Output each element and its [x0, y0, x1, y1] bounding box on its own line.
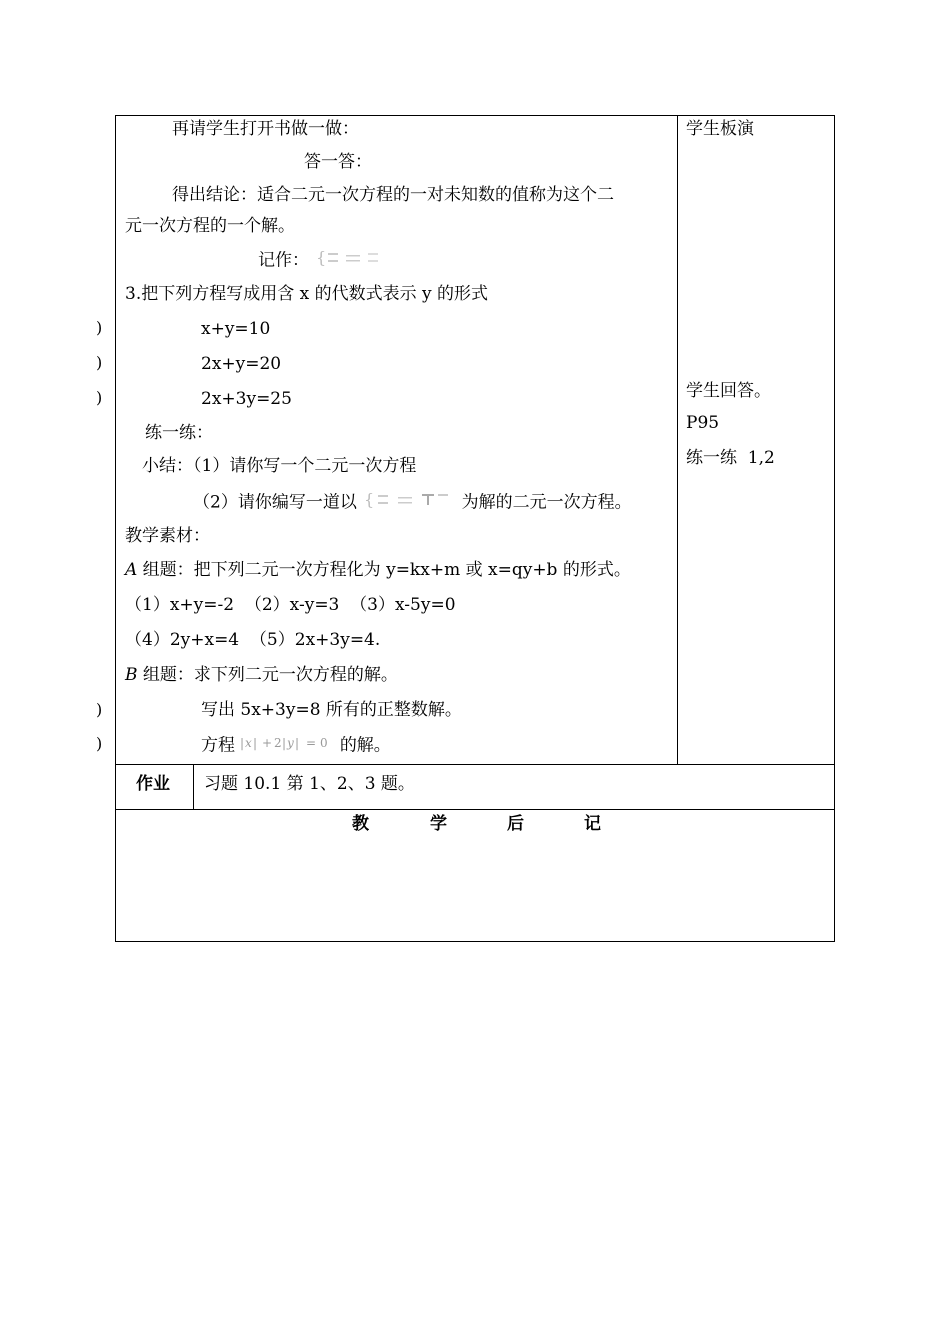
table-top-border	[115, 115, 835, 116]
group-b-exercise: 写出 5x+3y=8 所有的正整数解。	[201, 700, 462, 720]
postscript-title-char: 后	[507, 814, 524, 834]
postscript-title-char: 教	[352, 814, 369, 834]
group-a-exercises: （1）x+y=-2 （2）x-y=3 （3）x-5y=0	[125, 595, 456, 615]
group-a-text: 组题：把下列二元一次方程化为 y=kx+m 或 x=qy+b 的形式。	[137, 560, 631, 580]
equation: x+y=10	[201, 319, 271, 339]
task-heading: 3.把下列方程写成用含 x 的代数式表示 y 的形式	[125, 284, 489, 304]
group-a-label: A	[125, 560, 138, 580]
absolute-value-equation-image	[240, 733, 334, 753]
equation: 2x+y=20	[201, 354, 282, 374]
column-divider-side	[677, 115, 678, 764]
group-a-heading	[125, 562, 631, 579]
side-note: 学生回答。	[686, 381, 771, 401]
side-note: 练一练 1,2	[686, 448, 775, 468]
side-note: P95	[686, 413, 720, 433]
margin-mark: )	[96, 700, 103, 719]
exercise-prefix: 方程	[201, 735, 235, 756]
svg-text:y: y	[287, 736, 295, 750]
svg-text:|: |	[240, 736, 245, 750]
svg-text:|: |	[282, 736, 287, 750]
group-b-exercise	[201, 736, 391, 756]
svg-text:{: {	[364, 490, 375, 509]
table-left-border	[115, 115, 116, 941]
row-divider-homework-top	[115, 764, 835, 765]
notation-line	[258, 248, 394, 271]
practice-label: 练一练：	[145, 423, 213, 443]
table-bottom-border	[115, 941, 835, 942]
margin-mark: )	[96, 734, 103, 753]
svg-text:|: |	[295, 736, 300, 750]
exercise-suffix: 的解。	[339, 735, 391, 756]
svg-text:=: =	[306, 736, 317, 750]
svg-text:+: +	[262, 736, 273, 750]
postscript-title-char: 记	[584, 814, 601, 834]
svg-text:2: 2	[274, 736, 283, 750]
svg-text:{: {	[316, 248, 327, 267]
summary-prefix: （2）请你编写一道以	[193, 492, 357, 513]
margin-mark: )	[96, 318, 103, 337]
group-b-label: B	[125, 665, 138, 685]
solution-pair-image	[362, 490, 456, 510]
materials-heading: 教学素材：	[125, 526, 210, 546]
postscript-title-char: 学	[430, 814, 447, 834]
summary-line	[193, 490, 632, 513]
equation: 2x+3y=25	[201, 389, 292, 409]
notation-label: 记作：	[258, 250, 309, 271]
summary-suffix: 为解的二元一次方程。	[461, 492, 632, 513]
homework-label: 作业	[136, 774, 170, 794]
margin-mark: )	[96, 353, 103, 372]
group-b-heading	[125, 667, 398, 684]
table-right-border	[834, 115, 835, 941]
summary-line: 小结：（1）请你写一个二元一次方程	[142, 456, 417, 476]
column-divider-homework	[193, 764, 194, 809]
conclusion-line: 得出结论：适合二元一次方程的一对未知数的值称为这个二	[172, 185, 614, 205]
svg-text:0: 0	[320, 736, 329, 750]
equation-system-image	[314, 248, 394, 268]
instruction-line: 再请学生打开书做一做：	[172, 119, 359, 139]
svg-text:|: |	[253, 736, 258, 750]
instruction-line: 答一答：	[304, 152, 372, 172]
conclusion-line: 元一次方程的一个解。	[125, 216, 295, 236]
svg-text:x: x	[245, 736, 253, 750]
group-a-exercises: （4）2y+x=4 （5）2x+3y=4.	[125, 630, 381, 650]
homework-text: 习题 10.1 第 1、2、3 题。	[204, 774, 415, 794]
margin-mark: )	[96, 388, 103, 407]
group-b-text: 组题：求下列二元一次方程的解。	[137, 665, 398, 685]
side-note: 学生板演	[686, 119, 754, 139]
row-divider-homework-bottom	[115, 809, 835, 810]
